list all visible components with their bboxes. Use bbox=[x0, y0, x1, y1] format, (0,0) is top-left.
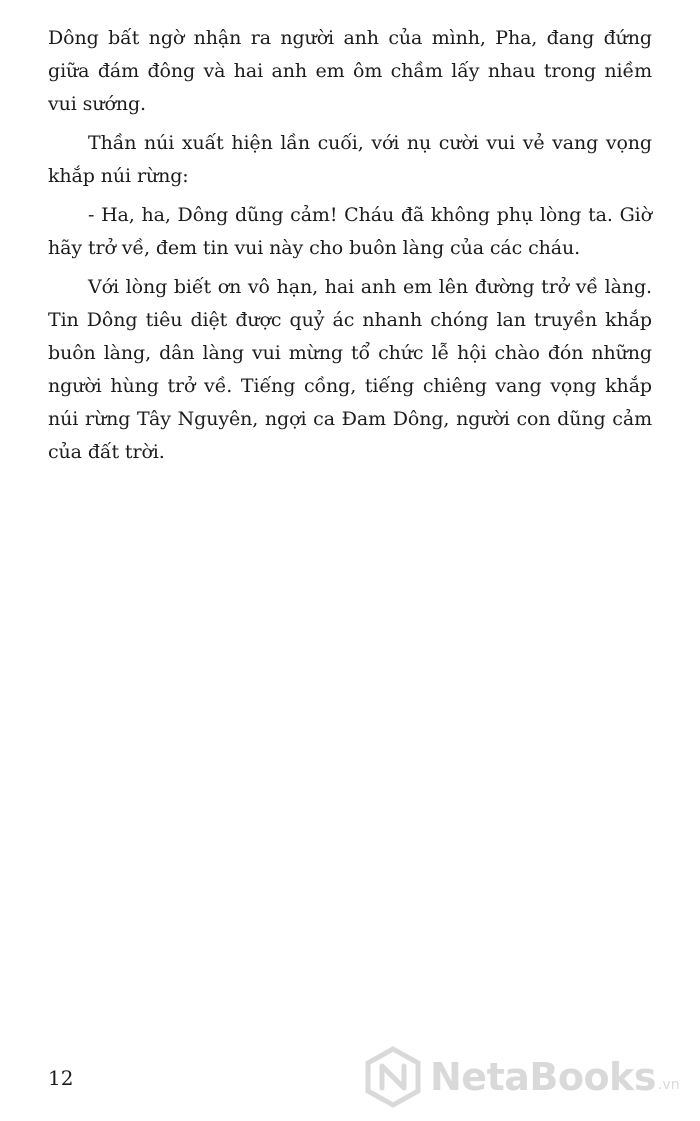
watermark bbox=[362, 1046, 692, 1108]
watermark-suffix: .vn bbox=[657, 1077, 680, 1093]
page-number: 12 bbox=[48, 1066, 74, 1090]
paragraph-1: Dông bất ngờ nhận ra người anh của mình, Pha, đang đứng giữa đám đông và hai anh em ôm chầm lấy nhau trong niềm vui sướng. bbox=[48, 27, 652, 115]
watermark-text: NetaBooks bbox=[430, 1055, 656, 1099]
netabooks-logo-icon bbox=[362, 1046, 424, 1108]
paragraph-4: Với lòng biết ơn vô hạn, hai anh em lên đường trở về làng. Tin Dông tiêu diệt được quỷ ác nhanh chóng lan truyền khắp buôn làng, dân làng vui mừng tổ chức lễ hội chào đón những người hùng trở về. Tiếng cồng, tiếng chiêng vang vọng khắp núi rừng Tây Nguyên, ngợi ca Đam Dông, người con dũng cảm của đất trời. bbox=[48, 276, 652, 463]
paragraph-3: - Ha, ha, Dông dũng cảm! Cháu đã không phụ lòng ta. Giờ hãy trở về, đem tin vui này cho buôn làng của các cháu. bbox=[48, 204, 652, 259]
page-body bbox=[48, 22, 652, 475]
paragraph-2: Thần núi xuất hiện lần cuối, với nụ cười vui vẻ vang vọng khắp núi rừng: bbox=[48, 132, 652, 187]
